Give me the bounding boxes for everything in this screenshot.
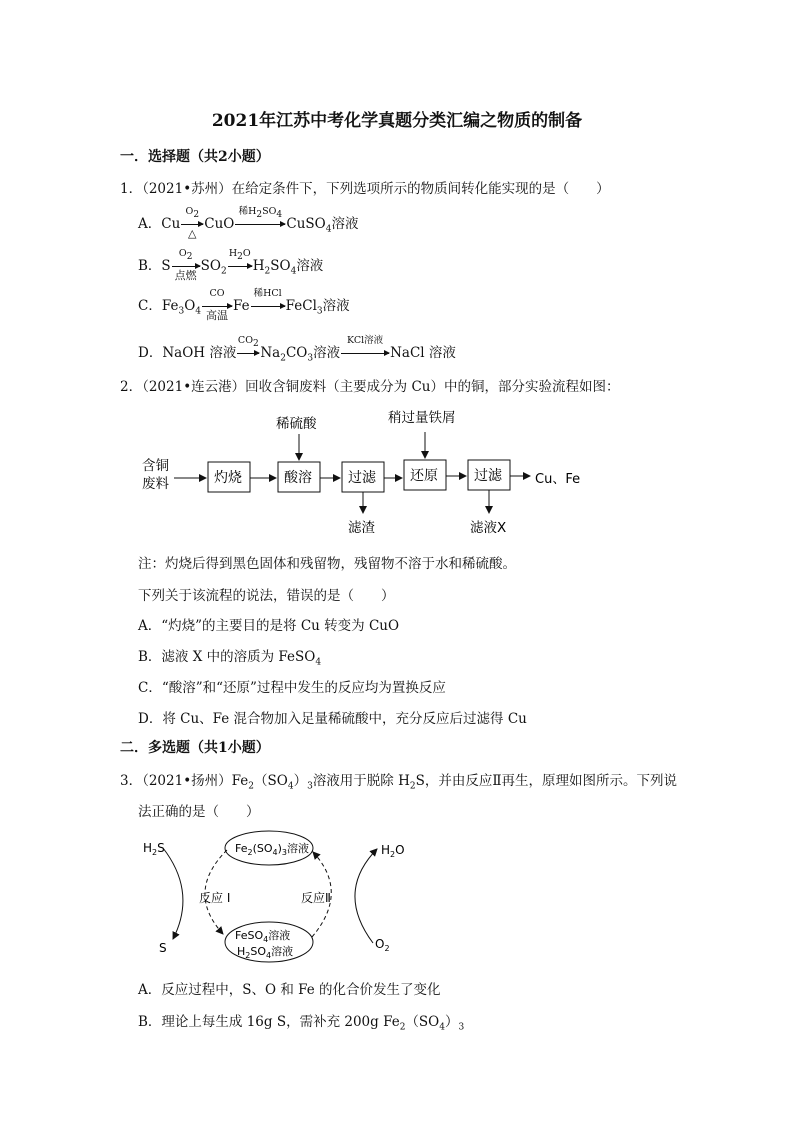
q1-option-b[interactable]: B．S $O_2$ 点燃 $SO_2$ $H_2O$ $H_2SO_4$溶液 — [138, 248, 324, 282]
option-label: D． — [138, 345, 163, 361]
label-fe2so43: $Fe_2(SO_4)_3$溶液 — [235, 842, 310, 857]
label-o2: $O_2$ — [375, 937, 390, 953]
flow-product: Cu、Fe — [535, 472, 581, 487]
label-h2s: $H_2S$ — [143, 841, 165, 857]
flow-input-line1: 含铜 — [142, 458, 169, 474]
formula: S — [161, 258, 171, 274]
q3-option-a[interactable]: A．反应过程中，S、O 和 Fe 的化合价发生了变化 — [138, 982, 441, 998]
q2-ask: 下列关于该流程的说法，错误的是（ ） — [138, 588, 395, 604]
reaction-arrow: $CO_2$ — [237, 345, 259, 361]
flow-box-reduce-label: 还原 — [410, 468, 438, 484]
flow-box-burn-label: 灼烧 — [214, 470, 242, 486]
q2-option-a[interactable]: A．“灼烧”的主要目的是将 Cu 转变为 CuO — [138, 618, 400, 634]
q1-option-d[interactable]: D．NaOH 溶液 $CO_2$ $Na_2CO_3$溶液 KCl溶液 NaCl 溶液 — [138, 335, 456, 364]
q1-option-c[interactable]: C．$Fe_3O_4$ CO 高温 Fe 稀HCl FeCl$_3$溶液 — [138, 288, 350, 322]
reaction-arrow: 稀$H_2SO_4$ — [235, 216, 285, 232]
reaction-arrow: $O_2$ 点燃 — [172, 258, 200, 274]
formula: H — [252, 258, 265, 274]
q3-option-b[interactable]: B．理论上每生成 16g S，需补充 200g $Fe_2(SO_4)_3$ — [138, 1014, 465, 1033]
formula: Cu — [161, 216, 181, 232]
label-h2so4: $H_2SO_4$溶液 — [237, 945, 294, 960]
formula: SO — [200, 258, 221, 274]
label-reaction-1: 反应 I — [199, 891, 231, 905]
cycle-diagram — [135, 822, 425, 972]
reaction-arrow: $H_2O$ — [228, 258, 252, 274]
question-1-stem: 1．（2021•苏州）在给定条件下，下列选项所示的物质间转化能实现的是（ ） — [120, 181, 610, 197]
label-s: S — [159, 941, 167, 955]
arrow-o2-to-h2o — [355, 849, 377, 943]
label-feso4: FeSO$_4$溶液 — [235, 929, 291, 944]
formula: NaCl 溶液 — [390, 345, 456, 361]
label-reaction-2: 反应Ⅱ — [301, 891, 331, 905]
flow-box-filter2-label: 过滤 — [474, 468, 502, 484]
option-label: C． — [138, 298, 162, 314]
formula: Fe — [233, 298, 250, 314]
section-heading-choice: 一．选择题（共2小题） — [120, 149, 270, 165]
flow-input-line2: 废料 — [142, 476, 169, 492]
option-label: B． — [138, 258, 162, 274]
question-3-stem-line2: 法正确的是（ ） — [138, 804, 260, 820]
label-h2o: $H_2O$ — [381, 843, 405, 859]
formula: Fe — [161, 298, 179, 314]
formula: CuSO — [286, 216, 326, 232]
arrow-h2s-to-s — [163, 848, 183, 939]
q1-option-a[interactable]: A．Cu $O_2$ △ CuO 稀$H_2SO_4$ CuSO$_4$溶液 — [138, 206, 359, 240]
option-label: A． — [138, 216, 162, 232]
reaction-arrow: CO 高温 — [202, 298, 232, 314]
flow-output-filtrate: 滤液X — [470, 520, 507, 536]
flow-add-acid: 稀硫酸 — [276, 416, 317, 432]
flow-box-filter1-label: 过滤 — [348, 470, 376, 486]
q2-option-c[interactable]: C．“酸溶”和“还原”过程中发生的反应均为置换反应 — [138, 680, 446, 696]
question-2-stem: 2．（2021•连云港）回收含铜废料（主要成分为 Cu）中的铜，部分实验流程如图： — [120, 379, 620, 395]
process-flow-diagram — [130, 400, 600, 540]
reaction-arrow: 稀HCl — [251, 298, 285, 314]
flow-output-residue: 滤渣 — [348, 520, 375, 536]
formula: CuO — [204, 216, 235, 232]
reaction-arrow: KCl溶液 — [341, 345, 389, 361]
q2-note: 注：灼烧后得到黑色固体和残留物，残留物不溶于水和稀硫酸。 — [138, 556, 516, 572]
formula: NaOH 溶液 — [162, 345, 237, 361]
page-title: 2021年江苏中考化学真题分类汇编之物质的制备 — [211, 111, 583, 131]
q2-option-b[interactable]: B．滤液 X 中的溶质为 FeSO$_4$ — [138, 649, 322, 668]
question-3-stem: 3．（2021•扬州）$Fe_2(SO_4)_3$溶液用于脱除 $H_2S$，并由反应Ⅱ再生，原理如图所示。下列说 — [120, 773, 678, 792]
flow-add-iron: 稍过量铁屑 — [388, 410, 456, 426]
formula: FeCl — [285, 298, 317, 314]
q2-option-d[interactable]: D．将 Cu、Fe 混合物加入足量稀硫酸中，充分反应后过滤得 Cu — [138, 711, 527, 727]
section-heading-multi: 二．多选题（共1小题） — [120, 740, 270, 756]
reaction-arrow: $O_2$ △ — [181, 216, 203, 232]
flow-box-acid-label: 酸溶 — [284, 470, 312, 486]
formula: Na — [260, 345, 281, 361]
